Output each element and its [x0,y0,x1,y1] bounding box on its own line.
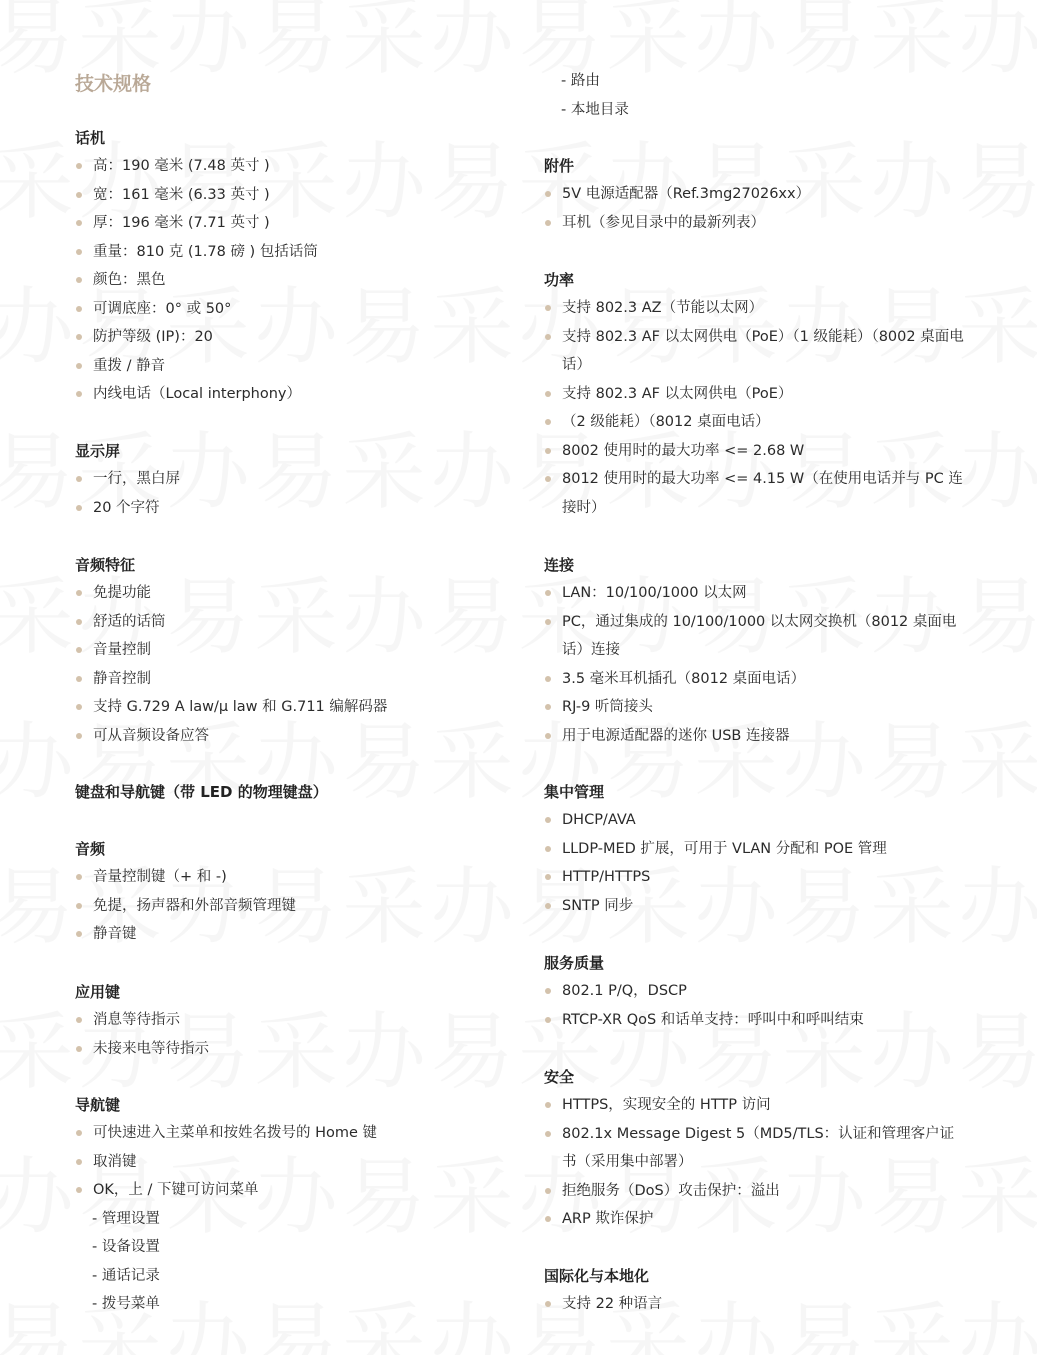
watermark-glyph [958,0,1037,91]
spec-item: 可快速进入主菜单和按姓名拨号的 Home 键 [75,1119,495,1148]
spec-item: PC，通过集成的 10/100/1000 以太网交换机（8012 桌面电话）连接 [544,608,964,665]
spec-item: 802.1 P/Q，DSCP [544,977,964,1006]
watermark-glyph [0,695,74,816]
spec-subitem: - 通话记录 [92,1267,160,1284]
spec-item: 拒绝服务（DoS）攻击保护：溢出 [544,1177,964,1206]
watermark-glyph [342,0,426,91]
spec-item: 重拨 / 静音 [75,352,495,381]
watermark-glyph [958,550,1037,671]
spec-list [75,863,495,949]
spec-item: 可从音频设备应答 [75,722,495,751]
spec-subitem: - 设备设置 [92,1239,160,1255]
watermark-glyph [0,1275,74,1355]
watermark-glyph [0,840,74,961]
spec-item: 消息等待指示 [75,1006,495,1035]
spec-list [75,1006,495,1063]
spec-item: 8002 使用时的最大功率 <= 2.68 W [544,437,964,466]
watermark-glyph [958,695,1037,816]
watermark-glyph [0,1130,74,1251]
section-heading: 安全 [544,1068,575,1086]
section-heading: 附件 [544,157,575,175]
spec-item: HTTP/HTTPS [544,863,964,892]
section-heading: 音频特征 [75,556,136,574]
spec-item: 内线电话（Local interphony） [75,380,495,409]
spec-subitem: - 路由 [561,73,600,89]
spec-subitem: - 本地目录 [561,101,629,118]
spec-item: 音量控制键（+ 和 -) [75,863,495,892]
spec-subitem: - 管理设置 [92,1210,160,1227]
section-heading: 话机 [75,129,106,147]
spec-list [75,465,495,522]
watermark-glyph [254,0,338,91]
spec-item: 802.1x Message Digest 5（MD5/TLS：认证和管理客户证书（采用集中部署） [544,1120,964,1177]
watermark-glyph [0,985,74,1106]
spec-item: 静音控制 [75,665,495,694]
spec-item: 支持 802.3 AF 以太网供电（PoE） [544,380,964,409]
section-heading: 键盘和导航键（带 LED 的物理键盘） [75,783,328,801]
watermark-glyph [958,115,1037,236]
section-heading: 显示屏 [75,442,121,460]
section-heading: 服务质量 [544,954,605,972]
spec-item: 高：190 毫米 (7.48 英寸 ) [75,152,495,181]
spec-item: 8012 使用时的最大功率 <= 4.15 W（在使用电话并与 PC 连接时） [544,465,964,522]
section-heading: 导航键 [75,1096,121,1114]
spec-section [544,67,964,124]
spec-item: 防护等级 (IP)：20 [75,323,495,352]
watermark-glyph [0,115,74,236]
spec-item: RJ-9 听筒接头 [544,693,964,722]
spec-item: 免提，扬声器和外部音频管理键 [75,892,495,921]
spec-section [75,551,495,750]
spec-item: OK，上 / 下键可访问菜单 [75,1176,495,1205]
spec-item: 免提功能 [75,579,495,608]
spec-item: ARP 欺诈保护 [544,1205,964,1234]
spec-item: DHCP/AVA [544,806,964,835]
spec-list [544,1290,964,1319]
section-heading: 连接 [544,556,575,574]
spec-item: 用于电源适配器的迷你 USB 连接器 [544,722,964,751]
watermark-glyph [958,405,1037,526]
section-heading: 应用键 [75,983,121,1001]
spec-section [544,152,964,237]
spec-item: 取消键 [75,1148,495,1177]
spec-item: 支持 22 种语言 [544,1290,964,1319]
page-title: 技术规格 [75,73,152,95]
spec-item: 支持 802.3 AF 以太网供电（PoE）（1 级能耗）（8002 桌面电话） [544,323,964,380]
watermark-glyph [0,260,74,381]
spec-subitem: - 拨号菜单 [92,1296,160,1312]
spec-section [75,1091,495,1319]
spec-item: 20 个字符 [75,494,495,523]
watermark-glyph [958,260,1037,381]
watermark-glyph [958,1130,1037,1251]
spec-item: 宽：161 毫米 (6.33 英寸 ) [75,181,495,210]
spec-item: LLDP-MED 扩展，可用于 VLAN 分配和 POE 管理 [544,835,964,864]
spec-item: 支持 G.729 A law/μ law 和 G.711 编解码器 [75,693,495,722]
spec-item: 颜色：黑色 [75,266,495,295]
watermark-glyph [166,0,250,91]
spec-list [544,180,964,237]
watermark-glyph [0,0,74,91]
spec-section [544,1262,964,1319]
spec-section [544,266,964,522]
spec-section [75,778,495,806]
section-heading: 音频 [75,840,106,858]
spec-list [75,579,495,750]
spec-item: 静音键 [75,920,495,949]
spec-item: 舒适的话筒 [75,608,495,637]
watermark-glyph [0,550,74,671]
spec-item: RTCP-XR QoS 和话单支持：呼叫中和呼叫结束 [544,1006,964,1035]
section-heading: 集中管理 [544,783,605,801]
watermark-glyph [958,1275,1037,1355]
spec-section [544,1063,964,1234]
spec-item: HTTPS，实现安全的 HTTP 访问 [544,1091,964,1120]
spec-list [75,152,495,409]
watermark-glyph [430,0,514,91]
spec-item: 音量控制 [75,636,495,665]
spec-item: 5V 电源适配器（Ref.3mg27026xx） [544,180,964,209]
spec-item: 重量：810 克 (1.78 磅 ) 包括话筒 [75,238,495,267]
spec-section [75,124,495,409]
section-heading: 国际化与本地化 [544,1267,650,1285]
spec-list [544,67,964,124]
watermark-glyph [958,840,1037,961]
spec-list [75,1119,495,1319]
spec-item: SNTP 同步 [544,892,964,921]
spec-item: 3.5 毫米耳机插孔（8012 桌面电话） [544,665,964,694]
spec-item: 耳机（参见目录中的最新列表） [544,209,964,238]
spec-section [75,437,495,522]
spec-section [544,551,964,750]
spec-list [544,579,964,750]
spec-item: 可调底座：0° 或 50° [75,295,495,324]
watermark-glyph [0,405,74,526]
spec-section [75,835,495,949]
spec-list [544,806,964,920]
watermark-glyph [958,985,1037,1106]
spec-list [544,977,964,1034]
spec-section [75,978,495,1063]
spec-section [544,778,964,920]
spec-item: （2 级能耗）（8012 桌面电话） [544,408,964,437]
spec-list [544,294,964,522]
spec-item: 未接来电等待指示 [75,1035,495,1064]
section-heading: 功率 [544,271,575,289]
spec-item: LAN：10/100/1000 以太网 [544,579,964,608]
spec-list [544,1091,964,1234]
spec-item: 厚：196 毫米 (7.71 英寸 ) [75,209,495,238]
spec-section [544,949,964,1034]
spec-item: 支持 802.3 AZ（节能以太网） [544,294,964,323]
spec-item: 一行，黑白屏 [75,465,495,494]
